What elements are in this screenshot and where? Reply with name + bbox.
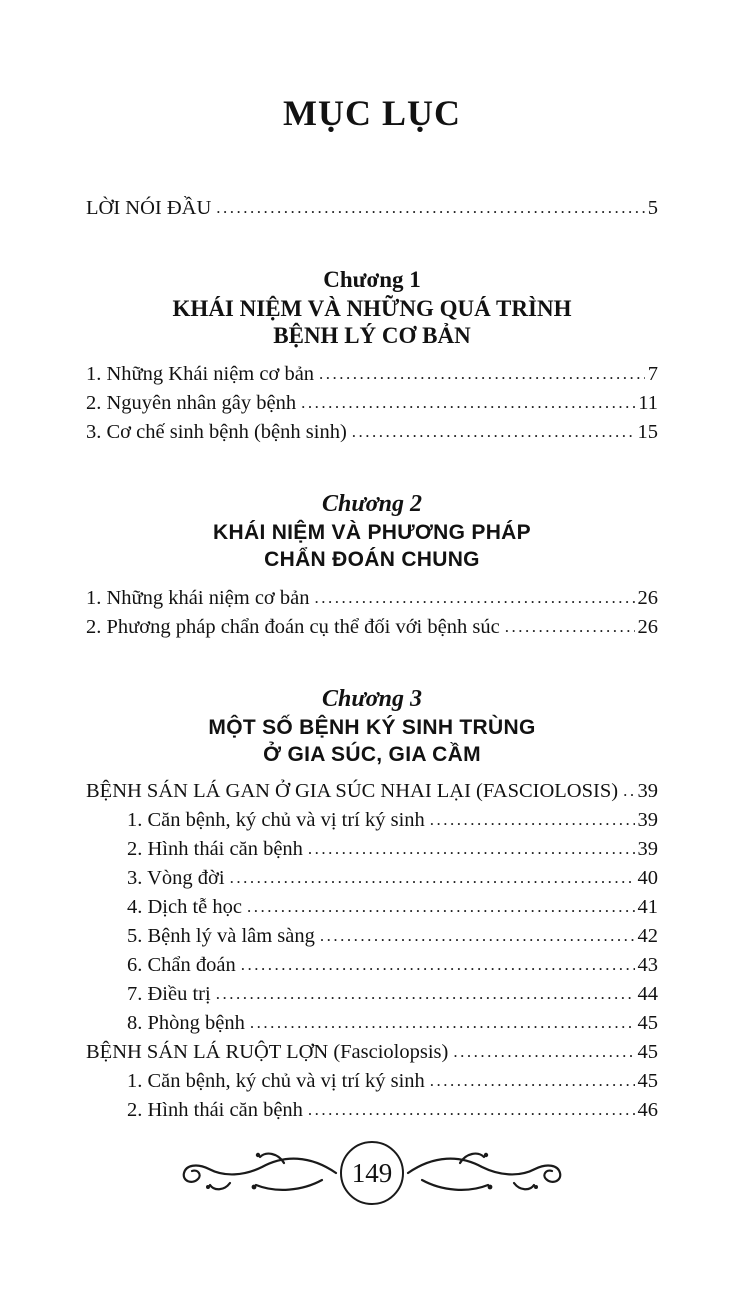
- chapter-title-line: Ở GIA SÚC, GIA CẦM: [263, 743, 481, 766]
- toc-entry: [86, 893, 658, 922]
- dot-leader: [315, 583, 635, 612]
- chapter-title-line: MỘT SỐ BỆNH KÝ SINH TRÙNG: [208, 716, 536, 739]
- toc-entry: [86, 864, 658, 893]
- chapter-number: Chương 1: [323, 267, 421, 292]
- toc-entry-page: 45: [637, 1041, 658, 1063]
- dot-leader: [241, 950, 635, 979]
- toc-entry: [86, 418, 658, 447]
- toc-entry-page: 44: [637, 983, 658, 1005]
- chapter-title-line: KHÁI NIỆM VÀ PHƯƠNG PHÁP: [213, 521, 531, 544]
- toc-entry-label: 2. Nguyên nhân gây bệnh: [86, 392, 297, 414]
- toc-entry-label: 8. Phòng bệnh: [127, 1012, 245, 1034]
- dot-leader: [352, 417, 635, 446]
- toc-entry-label: 5. Bệnh lý và lâm sàng: [127, 925, 315, 947]
- toc-entry-page: 26: [637, 587, 658, 609]
- chapter-entries: [86, 777, 658, 1125]
- toc-entry: [86, 951, 658, 980]
- dot-leader: [308, 1095, 635, 1124]
- dot-leader: [216, 979, 635, 1008]
- toc-entry: [86, 194, 658, 223]
- toc-entry-label: 3. Vòng đời: [127, 867, 225, 889]
- chapter-entries: [86, 360, 658, 447]
- dot-leader: [319, 359, 645, 388]
- toc-entry: [86, 835, 658, 864]
- toc-entry: [86, 806, 658, 835]
- chapter-section-3: [86, 684, 658, 1125]
- dot-leader: [505, 612, 635, 641]
- dot-leader: [230, 863, 635, 892]
- toc-section-header: [86, 1038, 658, 1067]
- toc-entry-page: 5: [647, 197, 658, 219]
- dot-leader: [301, 388, 635, 417]
- toc-entry-page: 42: [637, 925, 658, 947]
- chapter-section-2: [86, 489, 658, 642]
- chapter-number: Chương 3: [322, 686, 422, 712]
- dot-leader: [247, 892, 635, 921]
- dot-leader: [623, 776, 634, 805]
- dot-leader: [250, 1008, 635, 1037]
- toc-entry-label: 1. Những khái niệm cơ bản: [86, 587, 310, 609]
- page-number-badge: 149: [340, 1141, 404, 1205]
- toc-entry-page: 39: [637, 780, 658, 802]
- toc-entry-page: 7: [647, 363, 658, 385]
- chapter-title-line: CHẨN ĐOÁN CHUNG: [264, 548, 480, 571]
- flourish-right-icon: [406, 1143, 566, 1203]
- chapter-section-1: [86, 265, 658, 447]
- toc-entry: [86, 389, 658, 418]
- toc-entry: [86, 1096, 658, 1125]
- toc-entry: [86, 1067, 658, 1096]
- dot-leader: [308, 834, 635, 863]
- dot-leader: [453, 1037, 634, 1066]
- toc-entry-label: 4. Dịch tễ học: [127, 896, 242, 918]
- dot-leader: [216, 193, 644, 222]
- toc-entry: [86, 360, 658, 389]
- toc-entry-page: 46: [637, 1099, 658, 1121]
- toc-entry-page: 39: [637, 838, 658, 860]
- toc-entry-page: 11: [638, 392, 658, 414]
- chapter-title-line: BỆNH LÝ CƠ BẢN: [273, 323, 471, 348]
- toc-entry-page: 45: [637, 1070, 658, 1092]
- chapter-title-line: KHÁI NIỆM VÀ NHỮNG QUÁ TRÌNH: [172, 296, 572, 321]
- toc-entry: [86, 980, 658, 1009]
- toc-entry-label: BỆNH SÁN LÁ RUỘT LỢN (Fasciolopsis): [86, 1041, 449, 1063]
- toc-entry-page: 41: [637, 896, 658, 918]
- toc-entry-page: 15: [637, 421, 658, 443]
- toc-entry-page: 40: [637, 867, 658, 889]
- chapter-entries: [86, 584, 658, 642]
- toc-entry-page: 43: [637, 954, 658, 976]
- toc-entry-label: 6. Chẩn đoán: [127, 954, 236, 976]
- page-title: MỤC LỤC: [283, 93, 461, 133]
- toc-entry-page: 45: [637, 1012, 658, 1034]
- toc-section-header: [86, 777, 658, 806]
- toc-entry-page: 39: [637, 809, 658, 831]
- toc-entry: [86, 922, 658, 951]
- dot-leader: [430, 805, 635, 834]
- toc-entry-page: 26: [637, 616, 658, 638]
- toc-entry: [86, 584, 658, 613]
- toc-entry: [86, 613, 658, 642]
- toc-entry-label: 7. Điều trị: [127, 983, 211, 1005]
- toc-entry-label: 1. Căn bệnh, ký chủ và vị trí ký sinh: [127, 809, 425, 831]
- chapter-number: Chương 2: [322, 491, 422, 517]
- toc-entry-label: BỆNH SÁN LÁ GAN Ở GIA SÚC NHAI LẠI (FASCIOLOSIS): [86, 780, 619, 802]
- dot-leader: [320, 921, 635, 950]
- toc-entry-label: 2. Phương pháp chẩn đoán cụ thể đối với bệnh súc: [86, 616, 500, 638]
- dot-leader: [430, 1066, 635, 1095]
- toc-entry-label: 1. Căn bệnh, ký chủ và vị trí ký sinh: [127, 1070, 425, 1092]
- page-footer: [86, 1141, 658, 1205]
- toc-entry-label: 2. Hình thái căn bệnh: [127, 838, 303, 860]
- toc-entry-label: LỜI NÓI ĐẦU: [86, 197, 212, 219]
- toc-entry-label: 1. Những Khái niệm cơ bản: [86, 363, 315, 385]
- toc-entry: [86, 1009, 658, 1038]
- toc-entry-label: 2. Hình thái căn bệnh: [127, 1099, 303, 1121]
- toc-entry-label: 3. Cơ chế sinh bệnh (bệnh sinh): [86, 421, 347, 443]
- flourish-left-icon: [178, 1143, 338, 1203]
